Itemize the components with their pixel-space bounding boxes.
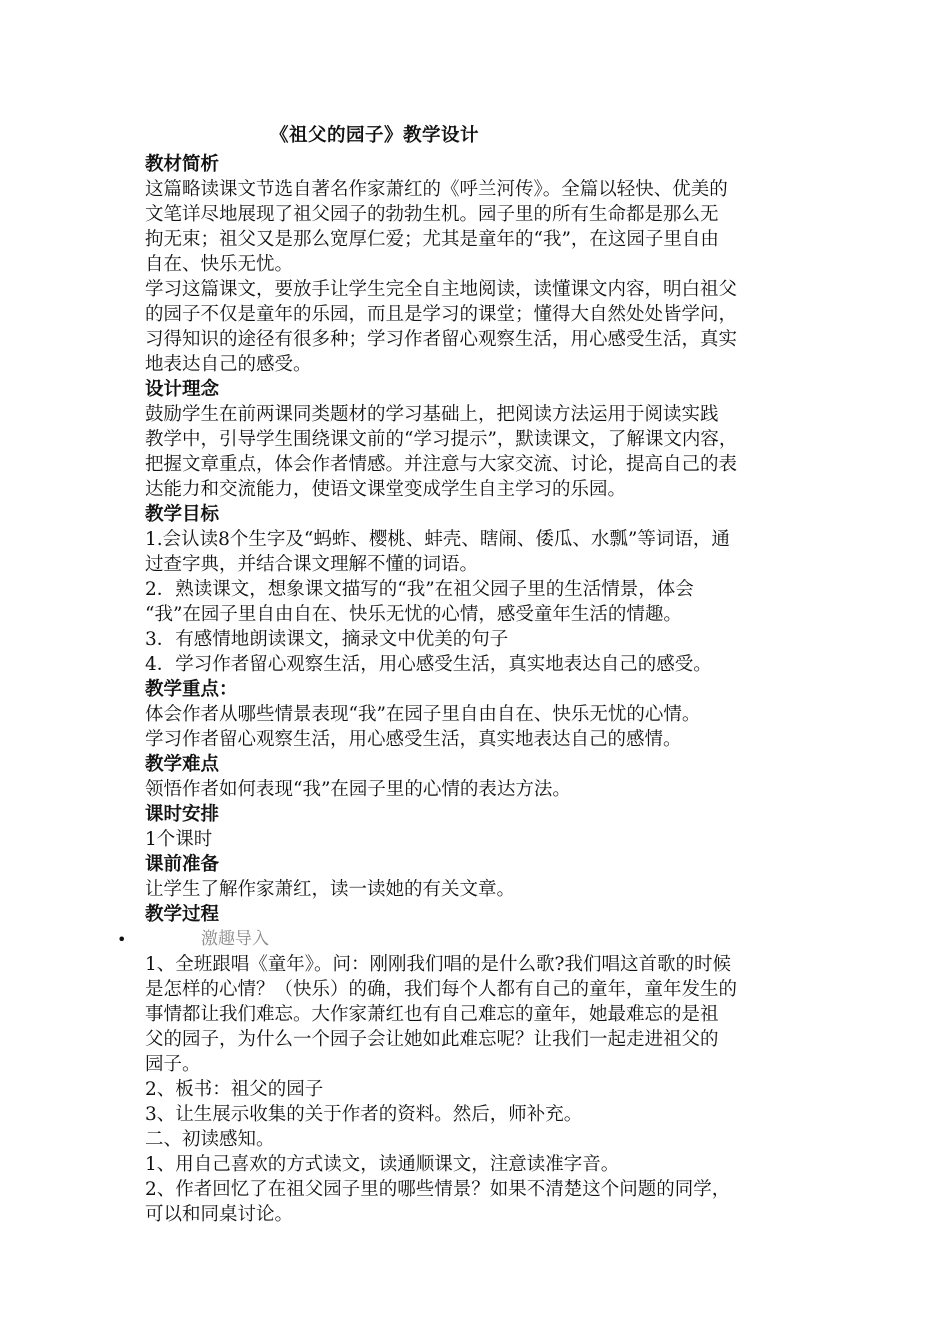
heading-analysis: 教材简析 (145, 154, 220, 175)
text-line: 4．学习作者留心观察生活，用心感受生活，真实地表达自己的感受。 (145, 654, 712, 675)
text-line: 这篇略读课文节选自著名作家萧红的《呼兰河传》。全篇以轻快、优美的 (145, 179, 728, 200)
text-line: 体会作者从哪些情景表现“我”在园子里自由自在、快乐无忧的心情。 (145, 704, 701, 725)
text-line: 把握文章重点，体会作者情感。并注意与大家交流、讨论，提高自己的表 (145, 454, 738, 475)
text-line: 让学生了解作家萧红，读一读她的有关文章。 (145, 879, 516, 900)
text-line: 1、全班跟唱《童年》。问：刚刚我们唱的是什么歌?我们唱这首歌的时候 (145, 954, 731, 975)
heading-concept: 设计理念 (145, 379, 220, 400)
heading-goals: 教学目标 (145, 504, 220, 525)
text-line: 学习作者留心观察生活，用心感受生活，真实地表达自己的感情。 (145, 729, 682, 750)
text-line: 文笔详尽地展现了祖父园子的勃勃生机。园子里的所有生命都是那么无 (145, 204, 719, 225)
heading-schedule: 课时安排 (145, 804, 220, 825)
text-line: 地表达自己的感受。 (145, 354, 312, 375)
text-line: 过查字典，并结合课文理解不懂的词语。 (145, 554, 479, 575)
text-line: 父的园子，为什么一个园子会让她如此难忘呢？让我们一起走进祖父的 (145, 1029, 719, 1050)
paragraph-goals (145, 527, 813, 677)
list-item (117, 927, 813, 952)
text-line: 二、初读感知。 (145, 1129, 275, 1150)
text-line: 领悟作者如何表现“我”在园子里的心情的表达方法。 (145, 779, 571, 800)
text-line: 园子。 (145, 1054, 201, 1075)
text-line: 教学中，引导学生围绕课文前的“学习提示”，默读课文，了解课文内容， (145, 429, 738, 450)
text-line: 的园子不仅是童年的乐园，而且是学习的课堂；懂得大自然处处皆学问， (145, 304, 738, 325)
paragraph-process (145, 952, 813, 1227)
subheading-intro: 激趣导入 (201, 929, 269, 949)
document-title: 《祖父的园子》教学设计 (270, 125, 480, 146)
text-line: 拘无束；祖父又是那么宽厚仁爱；尤其是童年的“我”，在这园子里自由 (145, 229, 719, 250)
paragraph-concept (145, 402, 813, 502)
heading-process: 教学过程 (145, 904, 220, 925)
heading-difficulties: 教学难点 (145, 754, 220, 775)
text-line: 3、让生展示收集的关于作者的资料。然后，师补充。 (145, 1104, 583, 1125)
text-line: 1.会认读8个生字及“蚂蚱、樱桃、蚌壳、瞎闹、倭瓜、水瓢”等词语，通 (145, 529, 730, 550)
paragraph-difficulties (145, 777, 813, 802)
text-line: 习得知识的途径有很多种；学习作者留心观察生活，用心感受生活，真实 (145, 329, 738, 350)
text-line: 鼓励学生在前两课同类题材的学习基础上，把阅读方法运用于阅读实践 (145, 404, 719, 425)
text-line: 2、作者回忆了在祖父园子里的哪些情景？如果不清楚这个问题的同学， (145, 1179, 731, 1200)
text-line: 1个课时 (145, 829, 213, 850)
text-line: 2．熟读课文，想象课文描写的“我”在祖父园子里的生活情景，体会 (145, 579, 694, 600)
text-line: 1、用自己喜欢的方式读文，读通顺课文，注意读准字音。 (145, 1154, 620, 1175)
paragraph-analysis (145, 177, 813, 377)
paragraph-schedule (145, 827, 813, 852)
paragraph-preparation (145, 877, 813, 902)
bullet-icon: • (117, 930, 127, 949)
text-line: 3．有感情地朗读课文，摘录文中优美的句子 (145, 629, 509, 650)
heading-key-points: 教学重点： (145, 679, 238, 700)
text-line: 可以和同桌讨论。 (145, 1204, 294, 1225)
text-line: 达能力和交流能力，使语文课堂变成学生自主学习的乐园。 (145, 479, 627, 500)
text-line: 2、板书：祖父的园子 (145, 1079, 324, 1100)
text-line: 学习这篇课文，要放手让学生完全自主地阅读，读懂课文内容，明白祖父 (145, 279, 738, 300)
paragraph-key-points (145, 702, 813, 752)
document-page (117, 120, 813, 1227)
text-line: 事情都让我们难忘。大作家萧红也有自己难忘的童年，她最难忘的是祖 (145, 1004, 719, 1025)
heading-preparation: 课前准备 (145, 854, 220, 875)
text-line: 自在、快乐无忧。 (145, 254, 294, 275)
text-line: 是怎样的心情？（快乐）的确，我们每个人都有自己的童年，童年发生的 (145, 979, 738, 1000)
text-line: “我”在园子里自由自在、快乐无忧的心情，感受童年生活的情趣。 (145, 604, 682, 625)
